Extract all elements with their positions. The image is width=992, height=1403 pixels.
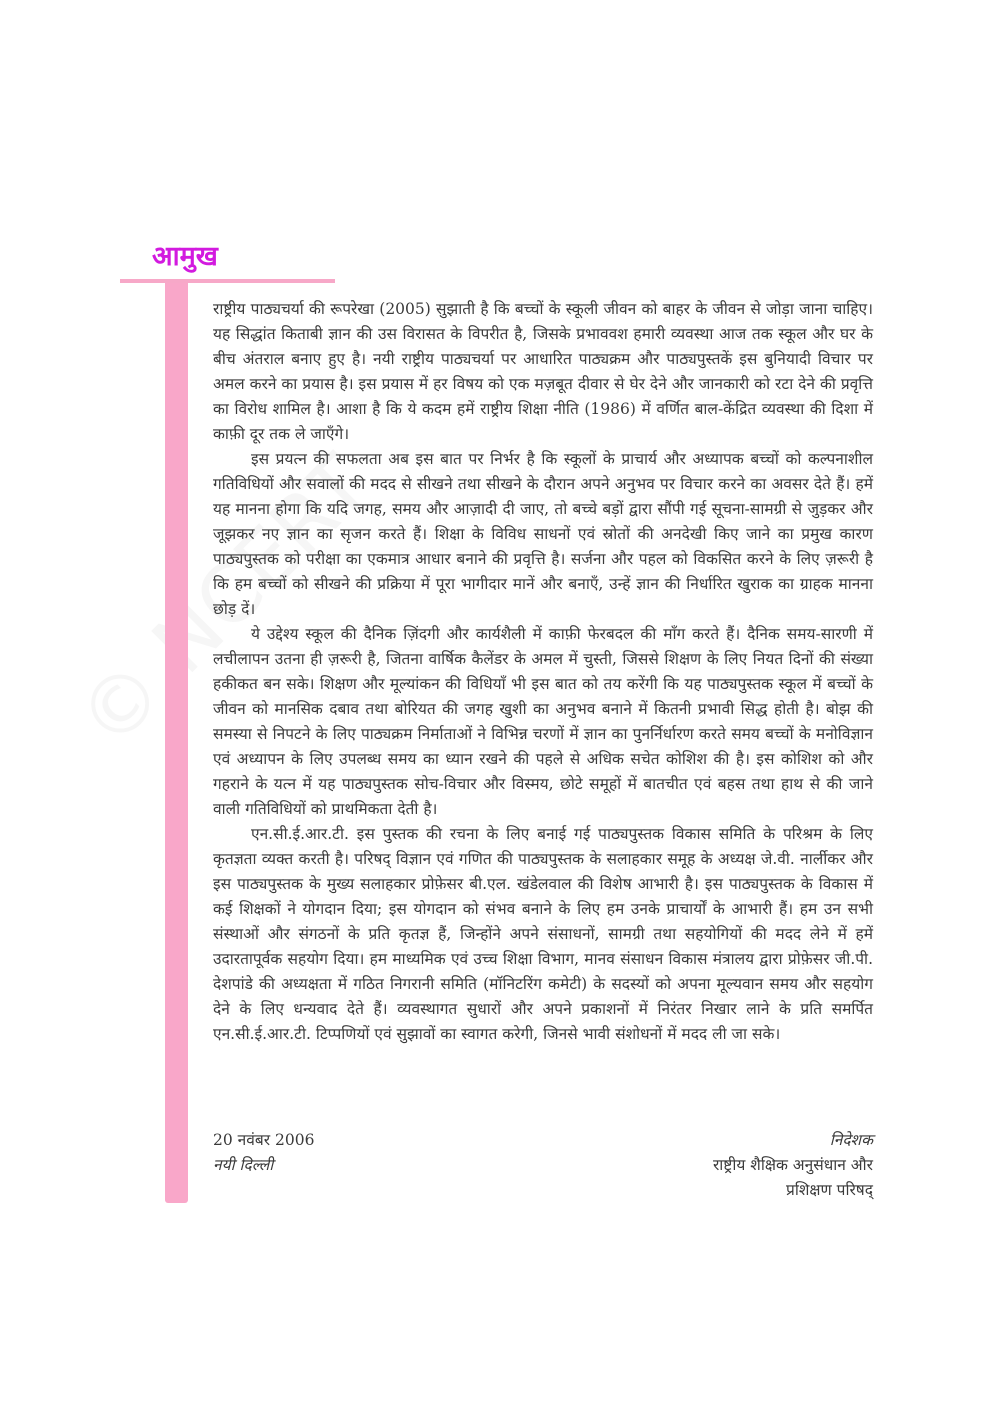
title-underline xyxy=(120,279,335,283)
signatory-title: निदेशक xyxy=(829,1131,873,1149)
paragraph-3: ये उद्देश्य स्कूल की दैनिक ज़िंदगी और कार्यशैली में काफ़ी फेरबदल की माँग करते हैं। दैनिक समय-सारणी में लचीलापन उतना ही ज़रूरी है, जितना वार्षिक कैलेंडर के अमल में चुस्ती, जिससे शिक्षण के लिए नियत दिनों की संख्या हकीकत बन सके। शिक्षण और मूल्यांकन की विधियाँ भी इस बात को तय करेंगी कि यह पाठ्यपुस्तक स्कूल में बच्चों के जीवन को मानसिक दबाव तथा बोरियत की जगह खुशी का अनुभव बनाने में कितनी प्रभावी सिद्ध होती है। बोझ की समस्या से निपटने के लिए पाठ्यक्रम निर्माताओं ने विभिन्न चरणों में ज्ञान का पुनर्निर्धारण करते समय बच्चों के मनोविज्ञान एवं अध्यापन के लिए उपलब्ध समय का ध्यान रखने की पहले से अधिक सचेत कोशिश की है। इस कोशिश को और गहराने के यत्न में यह पाठ्यपुस्तक सोच-विचार और विस्मय, छोटे समूहों में बातचीत एवं बहस तथा हाथ से की जाने वाली गतिविधियों को प्राथमिकता देती है। xyxy=(213,625,873,818)
paragraph-2: इस प्रयत्न की सफलता अब इस बात पर निर्भर है कि स्कूलों के प्राचार्य और अध्यापक बच्चों को कल्पनाशील गतिविधियों और सवालों की मदद से सीखने तथा सीखने के दौरान अपने अनुभव पर विचार करने का अवसर देते हैं। हमें यह मानना होगा कि यदि जगह, समय और आज़ादी दी जाए, तो बच्चे बड़ों द्वारा सौंपी गई सूचना-सामग्री से जुड़कर और जूझकर नए ज्ञान का सृजन करते हैं। शिक्षा के विविध साधनों एवं स्रोतों की अनदेखी किए जाने का प्रमुख कारण पाठ्यपुस्तक को परीक्षा का एकमात्र आधार बनाने की प्रवृत्ति है। सर्जना और पहल को विकसित करने के लिए ज़रूरी है कि हम बच्चों को सीखने की प्रक्रिया में पूरा भागीदार मानें और बनाएँ, उन्हें ज्ञान की निर्धारित खुराक का ग्राहक मानना छोड़ दें। xyxy=(213,450,873,618)
organization-line-2: प्रशिक्षण परिषद् xyxy=(786,1181,873,1199)
paragraph-1: राष्ट्रीय पाठ्यचर्या की रूपरेखा (2005) सुझाती है कि बच्चों के स्कूली जीवन को बाहर के जीवन से जोड़ा जाना चाहिए। यह सिद्धांत किताबी ज्ञान की उस विरासत के विपरीत है, जिसके प्रभाववश हमारी व्यवस्था आज तक स्कूल और घर के बीच अंतराल बनाए हुए है। नयी राष्ट्रीय पाठ्यचर्या पर आधारित पाठ्यक्रम और पाठ्यपुस्तकें इस बुनियादी विचार पर अमल करने का प्रयास है। इस प्रयास में हर विषय को एक मज़बूत दीवार से घेर देने और जानकारी को रटा देने की प्रवृत्ति का विरोध शामिल है। आशा है कि ये कदम हमें राष्ट्रीय शिक्षा नीति (1986) में वर्णित बाल-केंद्रित व्यवस्था की दिशा में काफ़ी दूर तक ले जाएँगे। xyxy=(213,300,873,443)
organization-line-1: राष्ट्रीय शैक्षिक अनुसंधान और xyxy=(712,1156,873,1174)
side-accent-bar xyxy=(165,283,188,1203)
paragraph-4: एन.सी.ई.आर.टी. इस पुस्तक की रचना के लिए बनाई गई पाठ्यपुस्तक विकास समिति के परिश्रम के लिए कृतज्ञता व्यक्त करती है। परिषद् विज्ञान एवं गणित की पाठ्यपुस्तक के सलाहकार समूह के अध्यक्ष जे.वी. नार्लीकर और इस पाठ्यपुस्तक के मुख्य सलाहकार प्रोफ़ेसर बी.एल. खंडेलवाल की विशेष आभारी है। इस पाठ्यपुस्तक के विकास में कई शिक्षकों ने योगदान दिया; इस योगदान को संभव बनाने के लिए हम उनके प्राचार्यों के आभारी हैं। हम उन सभी संस्थाओं और संगठनों के प्रति कृतज्ञ हैं, जिन्होंने अपने संसाधनों, सामग्री तथा सहयोगियों की मदद लेने में हमें उदारतापूर्वक सहयोग दिया। हम माध्यमिक एवं उच्च शिक्षा विभाग, मानव संसाधन विकास मंत्रालय द्वारा प्रोफ़ेसर जी.पी. देशपांडे की अध्यक्षता में गठित निगरानी समिति (मॉनिटरिंग कमेटी) के सदस्यों को अपना मूल्यवान समय और सहयोग देने के लिए धन्यवाद देते हैं। व्यवस्थागत सुधारों और अपने प्रकाशनों में निरंतर निखार लाने के प्रति समर्पित एन.सी.ई.आर.टी. टिप्पणियों एवं सुझावों का स्वागत करेगी, जिनसे भावी संशोधनों में मदद ली जा सके। xyxy=(213,825,874,1043)
date: 20 नवंबर 2006 xyxy=(213,1131,315,1149)
page-title: आमुख xyxy=(152,241,218,272)
foreword-body xyxy=(213,297,873,1047)
signature-block xyxy=(713,1128,873,1203)
date-place xyxy=(213,1128,314,1178)
place: नयी दिल्ली xyxy=(213,1156,274,1174)
